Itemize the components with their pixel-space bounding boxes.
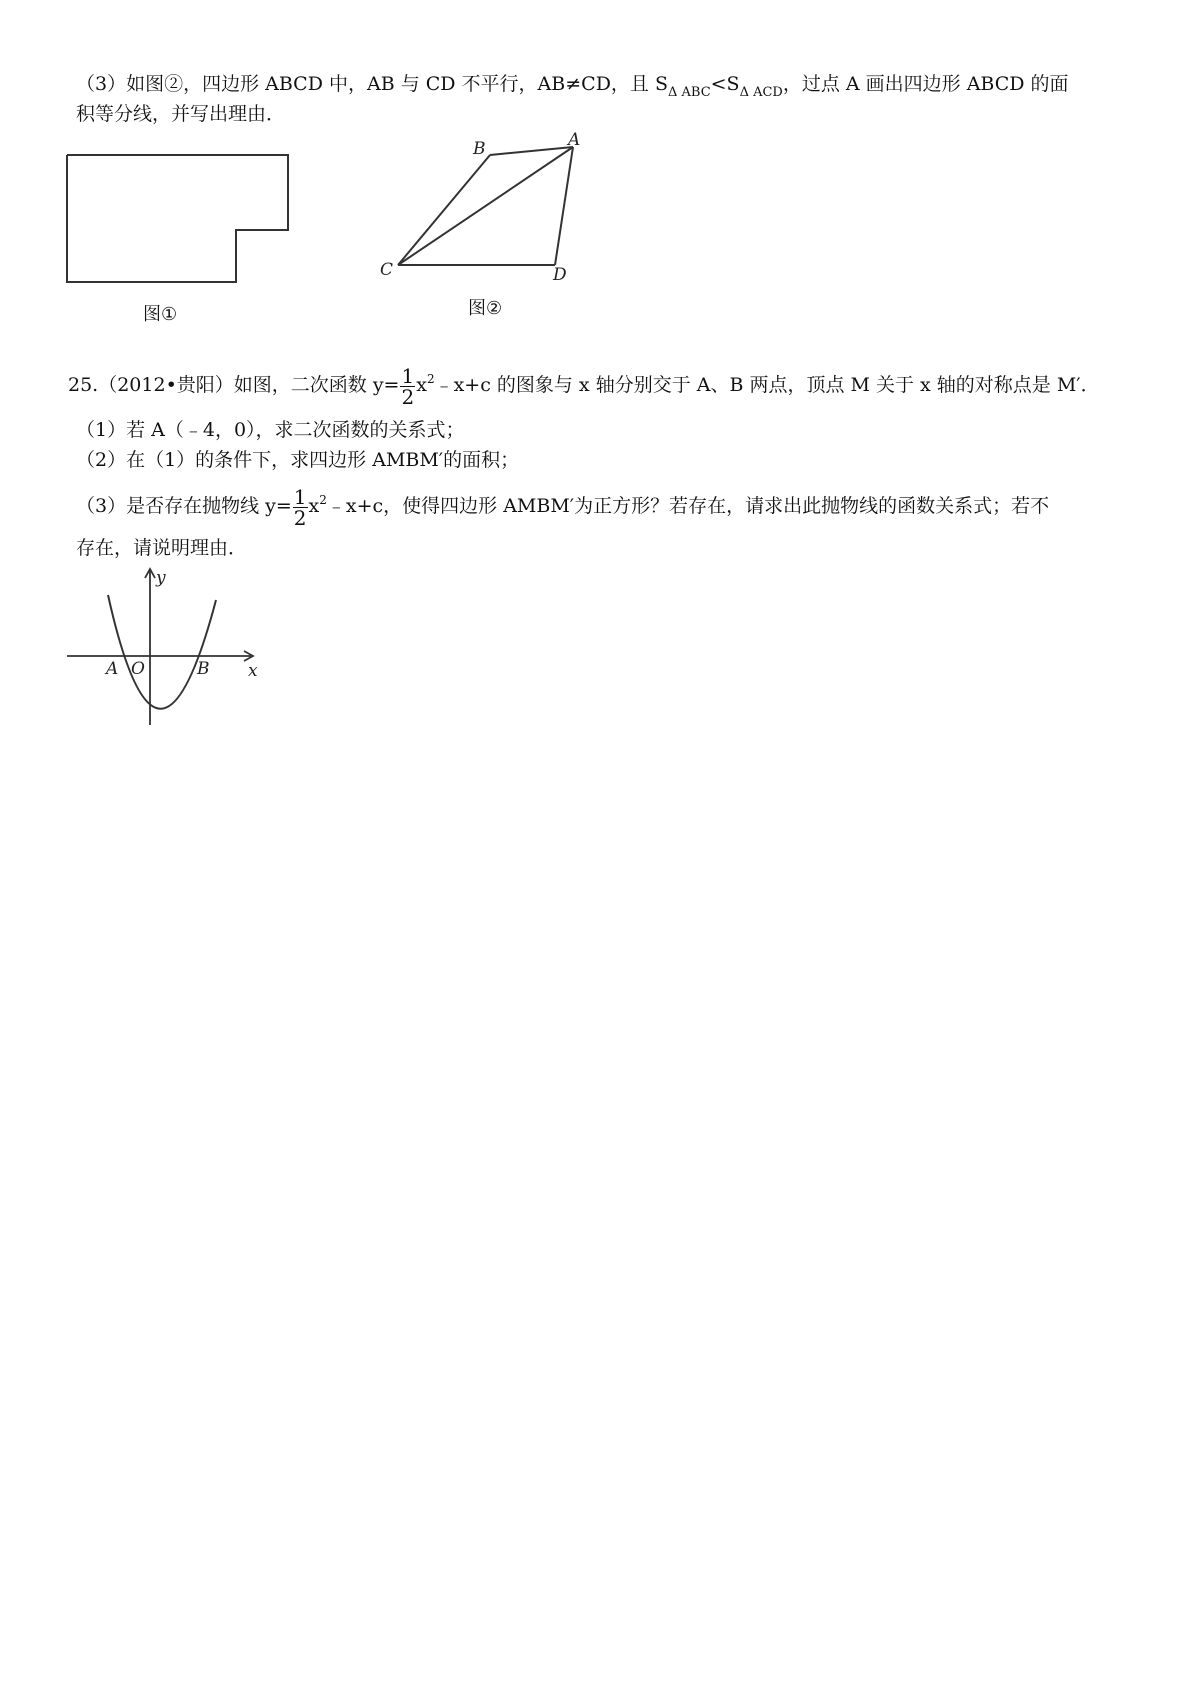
q25-part2: （2）在（1）的条件下，求四边形 AMBM′的面积； [76,449,520,471]
q24-part3-line2: 积等分线，并写出理由． [76,103,286,125]
q25-stem-text-a: 25.（2012•贵阳）如图，二次函数 y= [68,374,400,396]
fraction-numerator: 1 [401,363,415,388]
label-a: A [106,659,119,679]
label-o: O [131,659,145,679]
label-b: B [473,139,486,159]
parabola-curve [108,595,216,709]
label-x: x [248,661,258,681]
label-d: D [553,265,567,285]
subscript-abc: Δ ABC [667,85,711,100]
less-than-s: <S [710,73,740,95]
figure-2-caption: 图② [468,298,503,319]
exponent-2: 2 [319,493,327,507]
q25-part3-line2: 存在，请说明理由． [76,537,248,559]
fraction-denominator: 2 [401,384,415,409]
label-c: C [380,260,394,280]
label-y: y [156,568,166,588]
q25-stem-text-b: ﹣x+c 的图象与 x 轴分别交于 A、B 两点，顶点 M 关于 x 轴的对称点是 M′． [434,374,1100,396]
q25-part3-text-b: ﹣x+c，使得四边形 AMBM′为正方形？若存在，请求出此抛物线的函数关系式；若不 [326,495,1050,517]
label-b: B [197,659,210,679]
q25-part3-text-a: （3）是否存在抛物线 y= [76,495,292,517]
figure-1-caption: 图① [143,304,178,325]
var-x: x [416,374,427,396]
q24-part3-text-a: （3）如图②，四边形 ABCD 中，AB 与 CD 不平行，AB≠CD，且 S [76,73,668,95]
exponent-2: 2 [426,372,435,386]
fraction-denominator: 2 [293,505,307,530]
q24-part3-text-b: ，过点 A 画出四边形 ABCD 的面 [782,73,1069,95]
q25-part1: （1）若 A（﹣4，0），求二次函数的关系式； [76,419,465,441]
label-a: A [568,130,581,150]
figure-3-parabola [0,0,1200,760]
fraction-numerator: 1 [293,484,307,509]
subscript-acd: Δ ACD [739,85,783,100]
var-x: x [308,495,320,517]
